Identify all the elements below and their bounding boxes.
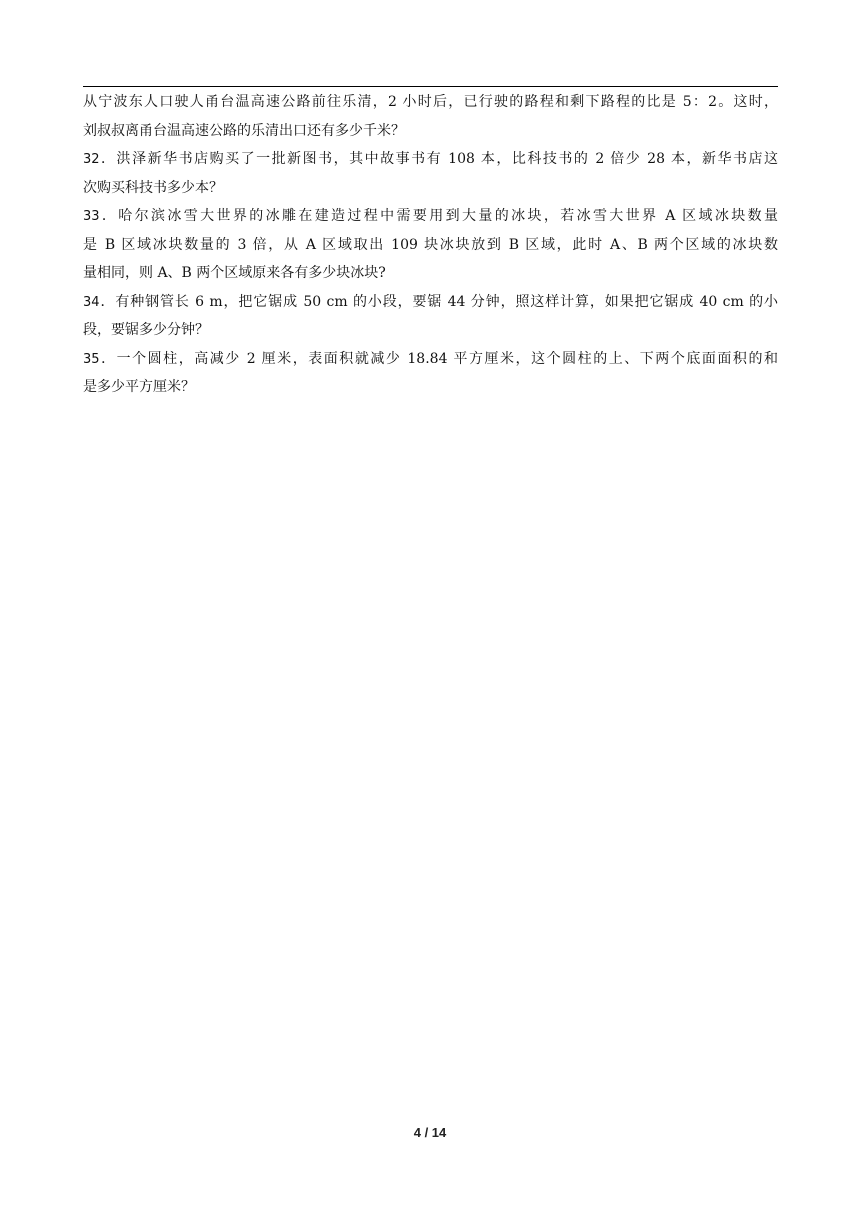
question-35-text: ．一个圆柱，高减少 2 厘米，表面积就减少 18.84 平方厘米，这个圆柱的上、下两个底面面积的和 bbox=[99, 350, 778, 367]
question-32-text: ．洪泽新华书店购买了一批新图书，其中故事书有 108 本，比科技书的 2 倍少 28 本，新华书店这 bbox=[99, 151, 778, 167]
question-32-line-2: 次购买科技书多少本？ bbox=[83, 179, 223, 196]
question-35-number: 35 bbox=[83, 351, 100, 367]
question-34 bbox=[83, 288, 778, 345]
question-33-line-2: 是 B 区域冰块数量的 3 倍，从 A 区域取出 109 块冰块放到 B 区域，此时 A、B 两个区域的冰块数 bbox=[83, 236, 778, 253]
question-34-line-2: 段，要锯多少分钟？ bbox=[83, 322, 209, 338]
question-33-line-3: 量相同，则 A、B 两个区域原来各有多少块冰块? bbox=[83, 265, 386, 281]
question-35-line-2: 是多少平方厘米？ bbox=[83, 379, 195, 395]
question-34-number: 34 bbox=[83, 294, 100, 310]
question-34-text: ．有种钢管长 6 m，把它锯成 50 cm 的小段，要锯 44 分钟，照这样计算，如果把它锯成 40 cm 的小 bbox=[99, 293, 778, 310]
question-32 bbox=[83, 145, 778, 202]
header-rule bbox=[83, 86, 778, 87]
question-33 bbox=[83, 202, 778, 288]
question-35-line-1 bbox=[83, 345, 778, 374]
question-33-line-1 bbox=[83, 202, 778, 231]
question-list bbox=[83, 88, 778, 402]
question-31-line-2: 刘叔叔离甬台温高速公路的乐清出口还有多少千米？ bbox=[83, 122, 405, 139]
question-33-number: 33 bbox=[83, 209, 100, 224]
question-31 bbox=[83, 88, 778, 145]
page-number: 4 / 14 bbox=[413, 1125, 447, 1140]
question-33-text: ．哈尔滨冰雪大世界的冰雕在建造过程中需要用到大量的冰块，若冰雪大世界 A 区域冰块数量 bbox=[99, 208, 778, 224]
question-32-line-1 bbox=[83, 145, 778, 174]
question-35 bbox=[83, 345, 778, 402]
question-34-line-1 bbox=[83, 288, 778, 317]
question-32-number: 32 bbox=[83, 152, 100, 167]
question-31-line-1: 从宁波东人口驶人甬台温高速公路前往乐清，2 小时后，已行驶的路程和剩下路程的比是 5：2。这时， bbox=[83, 94, 778, 110]
